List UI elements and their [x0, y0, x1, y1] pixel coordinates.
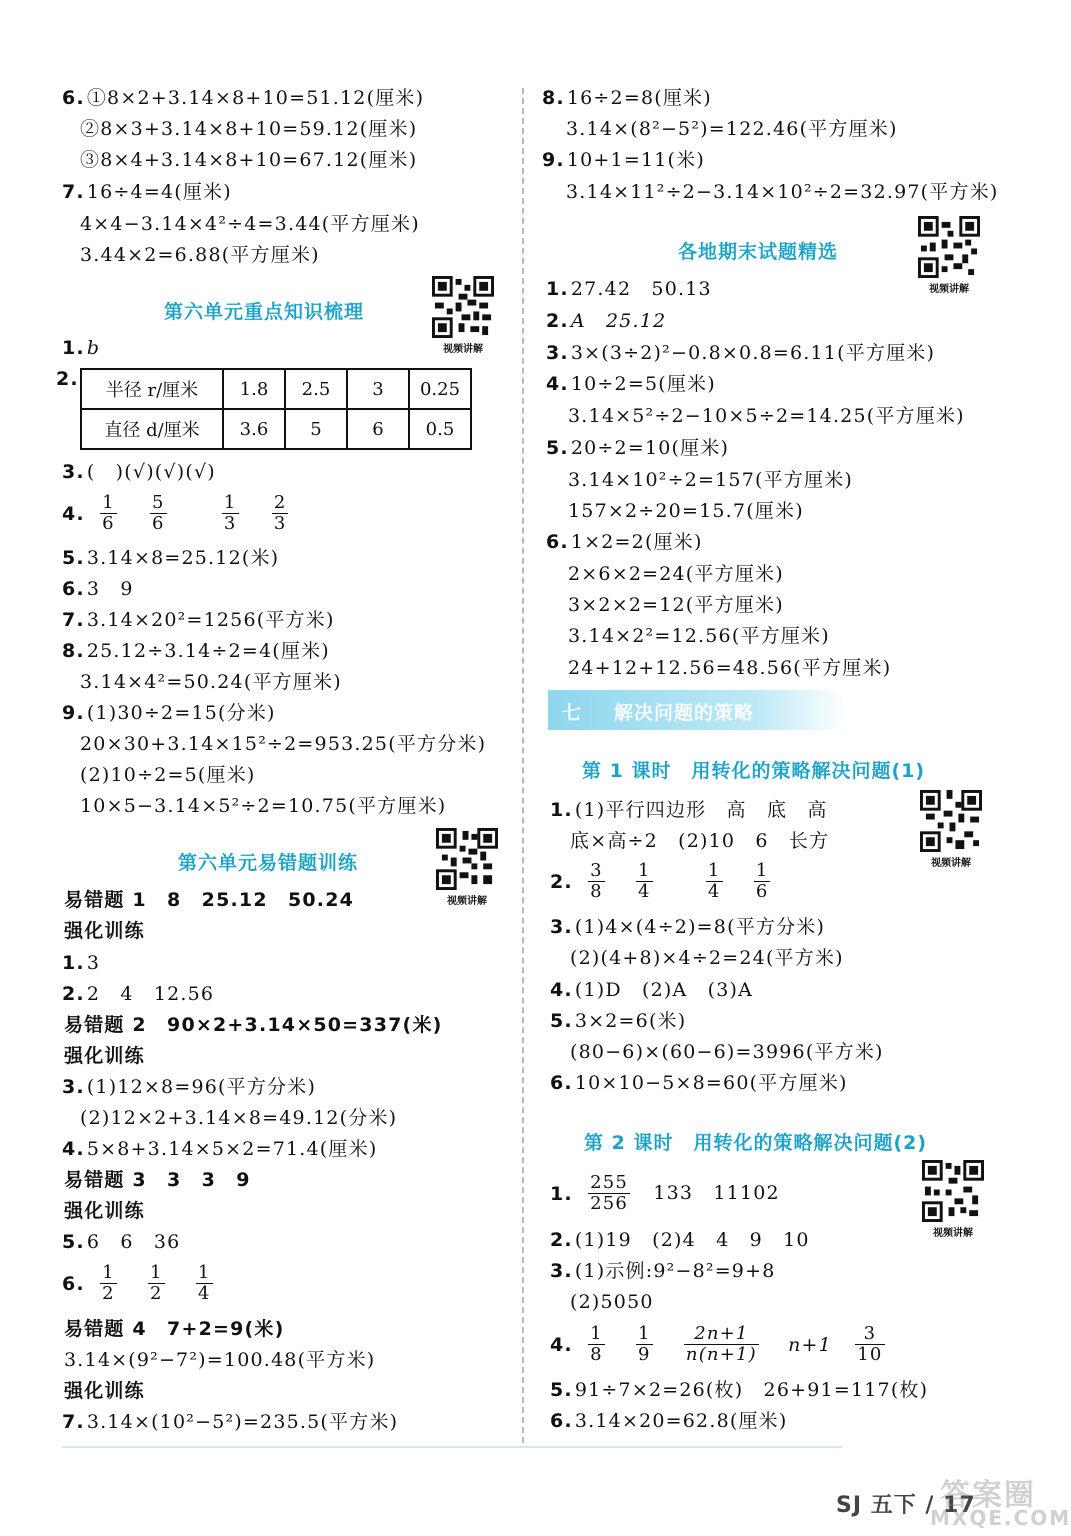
answer-line: 1. 27.42 50.13 — [546, 278, 712, 300]
subheading: 强化训练 — [64, 920, 145, 942]
subheading: 强化训练 — [64, 1200, 145, 1222]
qr-caption: 视频讲解 — [929, 284, 969, 295]
table-cell: 3.6 — [223, 409, 285, 449]
answer-line: (2)5050 — [570, 1291, 654, 1313]
qr-caption: 视频讲解 — [447, 896, 487, 907]
answer-line: 2. $\frac{3}{8}$ $\frac{1}{4}$ $\frac{1}{4}$ $\frac{1}{6}$ — [550, 860, 769, 902]
footer-rule — [62, 1446, 842, 1448]
answer-line: 4. 10÷2=5(厘米) — [546, 373, 716, 395]
answer-line: 2. 2 4 12.56 — [62, 983, 215, 1005]
fraction: $\frac{1}{4}$ — [707, 860, 721, 902]
chapter-banner — [548, 690, 846, 730]
answer-line: 3.14×(8²−5²)=122.46(平方厘米) — [566, 118, 898, 140]
answer-line: 20×30+3.14×15²÷2=953.25(平方分米) — [80, 733, 487, 755]
answer-line: 2×6×2=24(平方厘米) — [568, 563, 784, 585]
fraction: $\frac{255}{256}$ — [590, 1172, 629, 1214]
table-cell: 1.8 — [223, 369, 285, 409]
answer-line: 8. 16÷2=8(厘米) — [542, 87, 712, 109]
table-cell: 半径 r/厘米 — [81, 369, 223, 409]
answer-line: 2. A 25.12 — [546, 310, 667, 332]
table-row — [81, 369, 471, 409]
answer-line: (2)12×2+3.14×8=49.12(分米) — [80, 1107, 398, 1129]
answer-line: ③8×4+3.14×8+10=67.12(厘米) — [80, 149, 418, 171]
fraction: $\frac{1}{2}$ — [150, 1262, 163, 1304]
answer-line: 24+12+12.56=48.56(平方厘米) — [568, 657, 892, 679]
subheading: 强化训练 — [64, 1045, 145, 1067]
chapter-number: 七 — [562, 702, 583, 724]
page-footer: SJ 五下 / 17 — [836, 1493, 976, 1518]
answer-line: 易错题 2 90×2+3.14×50=337(米) — [64, 1014, 443, 1036]
answer-line: 1. $\frac{255}{256}$ 133 11102 — [550, 1172, 780, 1214]
section-title: 第 2 课时 用转化的策略解决问题(2) — [584, 1132, 928, 1154]
answer-line: (2)(4+8)×4÷2=24(平方米) — [570, 947, 844, 969]
answer-line: 7. 3.14×(10²−5²)=235.5(平方米) — [62, 1411, 399, 1433]
column-divider — [522, 88, 524, 1443]
table-cell: 0.5 — [409, 409, 471, 449]
answer-line: 5. 3.14×8=25.12(米) — [62, 547, 280, 569]
qr-code-icon — [920, 790, 982, 852]
answer-line: 9. (1)30÷2=15(分米) — [62, 702, 276, 724]
answer-line: (80−6)×(60−6)=3996(平方米) — [570, 1041, 884, 1063]
answer-line: ②8×3+3.14×8+10=59.12(厘米) — [80, 118, 418, 140]
qr-code[interactable] — [914, 216, 984, 295]
answer-line: 7. 3.14×20²=1256(平方米) — [62, 609, 335, 631]
answer-line: 1. 3 — [62, 952, 101, 974]
fraction: $\frac{2n+1}{n(n+1)}$ — [685, 1323, 757, 1365]
fraction: $\frac{1}{4}$ — [197, 1262, 211, 1304]
answer-line: 10×5−3.14×5²÷2=10.75(平方厘米) — [80, 795, 447, 817]
watermark-url: MXQE.COM — [930, 1506, 1071, 1530]
answer-line: (2)10÷2=5(厘米) — [80, 764, 256, 786]
table-cell: 2.5 — [285, 369, 347, 409]
answer-line: 2. (1)19 (2)4 4 9 10 — [550, 1229, 810, 1251]
answer-line: 7. 16÷4=4(厘米) — [62, 181, 232, 203]
qr-code[interactable] — [432, 828, 502, 907]
qr-code-icon — [436, 828, 498, 890]
qr-code-icon — [922, 1160, 984, 1222]
answer-line: 4. (1)D (2)A (3)A — [550, 979, 754, 1001]
fraction: $\frac{5}{6}$ — [152, 492, 165, 534]
answer-line: 3. ( )(√)(√)(√) — [62, 461, 216, 483]
section-title: 第六单元重点知识梳理 — [164, 301, 365, 323]
answer-line: 3.14×4²=50.24(平方厘米) — [80, 671, 342, 693]
answer-line: 3.44×2=6.88(平方厘米) — [80, 244, 320, 266]
answer-line: 3.14×5²÷2−10×5÷2=14.25(平方厘米) — [568, 405, 965, 427]
fraction: $\frac{3}{8}$ — [590, 860, 603, 902]
fraction: $\frac{1}{3}$ — [223, 492, 237, 534]
answer-line: 5. 20÷2=10(厘米) — [546, 437, 730, 459]
fraction: $\frac{2}{3}$ — [273, 492, 287, 534]
table-cell: 0.25 — [409, 369, 471, 409]
table-cell: 直径 d/厘米 — [81, 409, 223, 449]
fraction: $\frac{1}{2}$ — [102, 1262, 115, 1304]
answer-line: 8. 25.12÷3.14÷2=4(厘米) — [62, 640, 330, 662]
answer-line: 易错题 1 8 25.12 50.24 — [64, 889, 355, 911]
watermark-logo: 答案圈 — [940, 1478, 1036, 1513]
answer-line: 6. 3.14×20=62.8(厘米) — [550, 1410, 788, 1432]
answer-line: 5. 6 6 36 — [62, 1231, 181, 1253]
qr-caption: 视频讲解 — [933, 1228, 973, 1239]
answer-line: 3.14×10²÷2=157(平方厘米) — [568, 469, 854, 491]
answer-line: 3×2×2=12(平方厘米) — [568, 594, 784, 616]
answer-line: 易错题 4 7+2=9(米) — [64, 1318, 285, 1340]
answer-line: 6. $\frac{1}{2}$ $\frac{1}{2}$ $\frac{1}{4}$ — [62, 1262, 211, 1304]
answer-line: 4. 5×8+3.14×5×2=71.4(厘米) — [62, 1138, 378, 1160]
answer-line: 4. $\frac{1}{8}$ $\frac{1}{9}$ $\frac{2n+1}{n(n+1)}$ n+1 $\frac{3}{10}$ — [550, 1323, 883, 1365]
qr-code-icon — [432, 276, 494, 338]
table-cell: 3 — [347, 369, 409, 409]
answer-line: 易错题 3 3 3 9 — [64, 1169, 251, 1191]
qr-code[interactable] — [916, 790, 986, 869]
answer-line: 3.14×(9²−7²)=100.48(平方米) — [64, 1349, 376, 1371]
answer-line: 1. b — [62, 337, 101, 359]
answer-line: 5. 3×2=6(米) — [550, 1010, 687, 1032]
answer-line: 9. 10+1=11(米) — [542, 149, 705, 171]
answer-line: 6. 3 9 — [62, 578, 134, 600]
chapter-title: 解决问题的策略 — [614, 702, 755, 724]
fraction: $\frac{1}{4}$ — [638, 860, 651, 902]
answer-line: 5. 91÷7×2=26(枚) 26+91=117(枚) — [550, 1379, 929, 1401]
subheading: 强化训练 — [64, 1380, 145, 1402]
fraction: $\frac{1}{8}$ — [590, 1323, 603, 1365]
answer-line: 157×2÷20=15.7(厘米) — [568, 500, 804, 522]
qr-caption: 视频讲解 — [931, 858, 971, 869]
qr-code-icon — [918, 216, 980, 278]
fraction: $\frac{1}{6}$ — [755, 860, 769, 902]
answer-line: 2. — [56, 368, 79, 390]
qr-code[interactable] — [918, 1160, 988, 1239]
answer-line: 3. 3×(3÷2)²−0.8×0.8=6.11(平方厘米) — [546, 342, 936, 364]
fraction: $\frac{1}{6}$ — [102, 492, 115, 534]
answer-line: 6. ①8×2+3.14×8+10=51.12(厘米) — [62, 87, 425, 109]
answer-line: 3. (1)示例:9²−8²=9+8 — [550, 1260, 776, 1282]
qr-code[interactable] — [428, 276, 498, 355]
fraction: $\frac{1}{9}$ — [638, 1323, 651, 1365]
answer-line: 6. 10×10−5×8=60(平方厘米) — [550, 1072, 848, 1094]
answer-line: 3. (1)12×8=96(平方分米) — [62, 1076, 317, 1098]
answer-line: 3. (1)4×(4÷2)=8(平方分米) — [550, 916, 826, 938]
radius-diameter-table — [80, 368, 472, 450]
section-title: 第 1 课时 用转化的策略解决问题(1) — [582, 760, 926, 782]
table-row — [81, 409, 471, 449]
section-title: 各地期末试题精选 — [678, 241, 839, 263]
answer-line: 6. 1×2=2(厘米) — [546, 531, 703, 553]
answer-line: 底×高÷2 (2)10 6 长方 — [570, 830, 830, 852]
table-cell: 6 — [347, 409, 409, 449]
qr-caption: 视频讲解 — [443, 344, 483, 355]
answer-line: 3.14×2²=12.56(平方厘米) — [568, 625, 830, 647]
table-cell: 5 — [285, 409, 347, 449]
answer-line: 4×4−3.14×4²÷4=3.44(平方厘米) — [80, 213, 420, 235]
answer-line: 4. $\frac{1}{6}$ $\frac{5}{6}$ $\frac{1}{3}$ $\frac{2}{3}$ — [62, 492, 287, 534]
answer-line: 1. (1)平行四边形 高 底 高 — [550, 799, 828, 821]
answer-line: 3.14×11²÷2−3.14×10²÷2=32.97(平方米) — [566, 181, 999, 203]
fraction: $\frac{3}{10}$ — [857, 1323, 883, 1365]
section-title: 第六单元易错题训练 — [178, 852, 359, 874]
